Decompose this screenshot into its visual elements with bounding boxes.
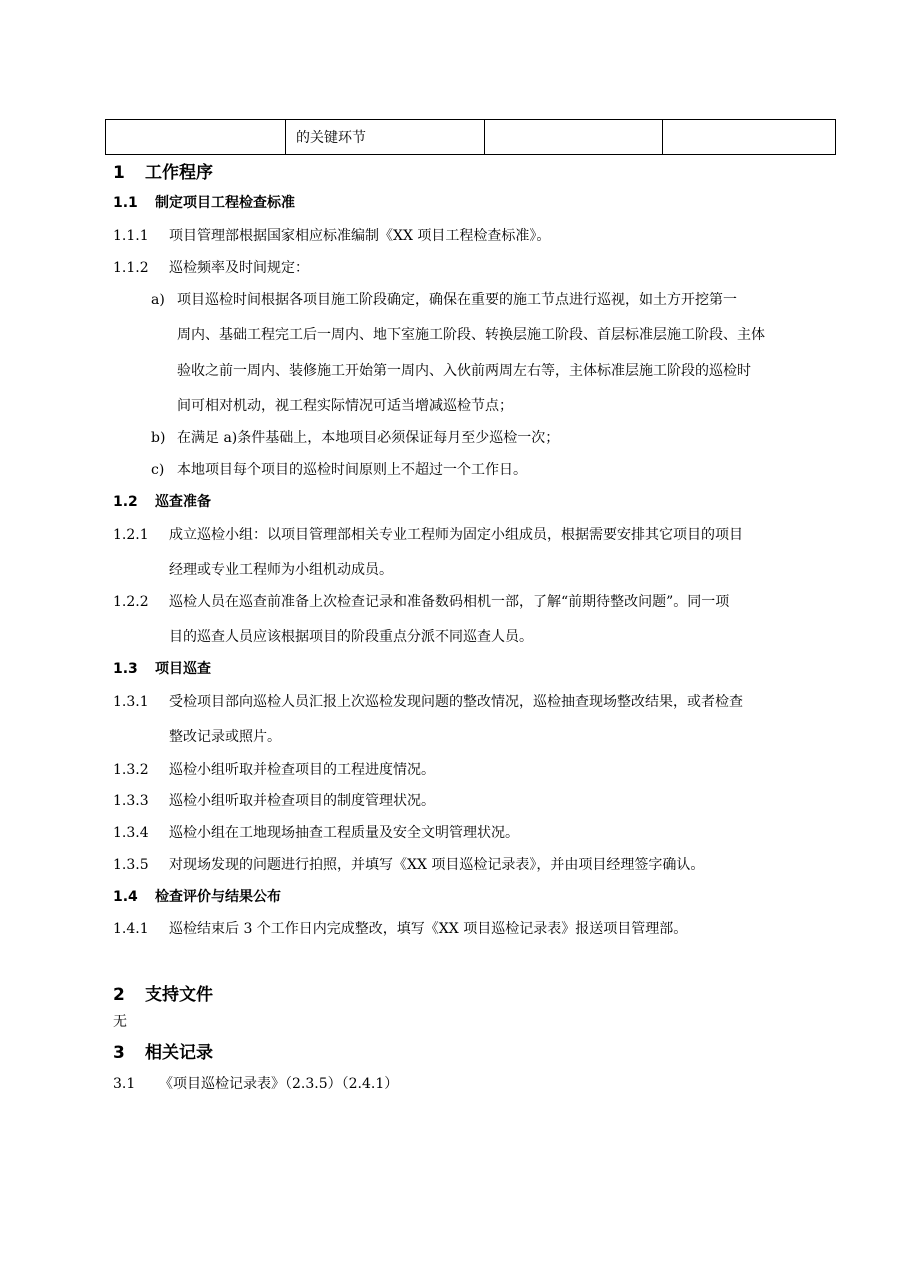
section-1-2-heading xyxy=(113,491,211,511)
paragraph-1-3-5 xyxy=(113,854,704,874)
paragraph-1-1-1 xyxy=(113,225,550,245)
paragraph-number: 3.1 xyxy=(113,1076,136,1092)
section-1-1-heading xyxy=(113,192,295,212)
paragraph-text: 巡检小组在工地现场抽查工程质量及安全文明管理状况。 xyxy=(169,825,519,841)
paragraph-text: 巡检结束后 3 个工作日内完成整改，填写《XX 项目巡检记录表》报送项目管理部。 xyxy=(169,921,688,937)
table-row xyxy=(106,120,836,155)
paragraph-text: 受检项目部向巡检人员汇报上次巡检发现问题的整改情况，巡检抽查现场整改结果，或者检查 xyxy=(169,694,743,710)
paragraph-1-4-1 xyxy=(113,918,687,938)
section-1-3-heading xyxy=(113,658,211,678)
paragraph-text: 《项目巡检记录表》（2.3.5）（2.4.1） xyxy=(159,1076,399,1092)
section-number: 2 xyxy=(113,985,125,1005)
paragraph-1-3-1 xyxy=(113,691,743,711)
table-cell xyxy=(663,120,836,155)
list-text: 项目巡检时间根据各项目施工阶段确定，确保在重要的施工节点进行巡视，如土方开挖第一 xyxy=(177,292,737,308)
list-item-a-line: 验收之前一周内、装修施工开始第一周内、入伙前两周左右等，主体标准层施工阶段的巡检时 xyxy=(177,363,751,379)
paragraph-number: 1.3.2 xyxy=(113,762,149,778)
table-cell xyxy=(106,120,286,155)
list-text: 在满足 a)条件基础上，本地项目必须保证每月至少巡检一次； xyxy=(177,430,560,446)
paragraph-number: 1.3.5 xyxy=(113,857,149,873)
paragraph-text: 巡检小组听取并检查项目的工程进度情况。 xyxy=(169,762,435,778)
paragraph-1-3-3 xyxy=(113,790,435,810)
section-title: 工作程序 xyxy=(145,163,213,183)
paragraph-text: 对现场发现的问题进行拍照，并填写《XX 项目巡检记录表》，并由项目经理签字确认。 xyxy=(169,857,705,873)
section-2-body: 无 xyxy=(113,1014,127,1030)
paragraph-1-3-4 xyxy=(113,822,519,842)
list-item-a-line: 间可相对机动，视工程实际情况可适当增减巡检节点； xyxy=(177,398,513,414)
list-label: c) xyxy=(151,462,165,478)
paragraph-text: 巡检小组听取并检查项目的制度管理状况。 xyxy=(169,793,435,809)
section-number: 1.2 xyxy=(113,494,138,510)
paragraph-1-2-2 xyxy=(113,591,729,611)
section-number: 1.1 xyxy=(113,195,138,211)
paragraph-continuation: 整改记录或照片。 xyxy=(169,729,281,745)
section-1-4-heading xyxy=(113,886,281,906)
paragraph-number: 1.4.1 xyxy=(113,921,149,937)
paragraph-number: 1.3.1 xyxy=(113,694,149,710)
section-number: 1 xyxy=(113,163,125,183)
list-label: a) xyxy=(151,292,165,308)
paragraph-continuation: 经理或专业工程师为小组机动成员。 xyxy=(169,562,393,578)
section-2-heading xyxy=(113,980,213,1005)
header-table xyxy=(105,119,836,155)
section-title: 项目巡查 xyxy=(155,661,211,677)
paragraph-number: 1.2.1 xyxy=(113,527,149,543)
section-3-heading xyxy=(113,1038,213,1063)
section-number: 3 xyxy=(113,1043,125,1063)
paragraph-text: 巡检频率及时间规定： xyxy=(169,260,309,276)
paragraph-1-1-2 xyxy=(113,257,309,277)
section-number: 1.4 xyxy=(113,889,138,905)
paragraph-text: 成立巡检小组：以项目管理部相关专业工程师为固定小组成员，根据需要安排其它项目的项目 xyxy=(169,527,743,543)
paragraph-number: 1.3.4 xyxy=(113,825,149,841)
list-item-a-line: 周内、基础工程完工后一周内、地下室施工阶段、转换层施工阶段、首层标准层施工阶段、主体 xyxy=(177,327,765,343)
table-cell xyxy=(485,120,663,155)
section-1-heading xyxy=(113,158,213,183)
paragraph-number: 1.3.3 xyxy=(113,793,149,809)
list-label: b) xyxy=(151,430,166,446)
paragraph-1-3-2 xyxy=(113,759,435,779)
list-text: 本地项目每个项目的巡检时间原则上不超过一个工作日。 xyxy=(177,462,527,478)
section-title: 巡查准备 xyxy=(155,494,211,510)
section-number: 1.3 xyxy=(113,661,138,677)
section-title: 检查评价与结果公布 xyxy=(155,889,281,905)
table-cell: 的关键环节 xyxy=(286,120,485,155)
list-item-b xyxy=(151,427,559,447)
section-title: 制定项目工程检查标准 xyxy=(155,195,295,211)
paragraph-3-1 xyxy=(113,1073,398,1093)
section-title: 支持文件 xyxy=(145,985,213,1005)
section-title: 相关记录 xyxy=(145,1043,213,1063)
paragraph-1-2-1 xyxy=(113,524,743,544)
paragraph-number: 1.1.2 xyxy=(113,260,149,276)
paragraph-number: 1.2.2 xyxy=(113,594,149,610)
paragraph-number: 1.1.1 xyxy=(113,228,149,244)
paragraph-continuation: 目的巡查人员应该根据项目的阶段重点分派不同巡查人员。 xyxy=(169,629,533,645)
paragraph-text: 项目管理部根据国家相应标准编制《XX 项目工程检查标准》。 xyxy=(169,228,551,244)
paragraph-text: 巡检人员在巡查前准备上次检查记录和准备数码相机一部，了解“前期待整改问题”。同一项 xyxy=(169,594,730,610)
list-item-a xyxy=(151,289,737,309)
list-item-c xyxy=(151,459,527,479)
